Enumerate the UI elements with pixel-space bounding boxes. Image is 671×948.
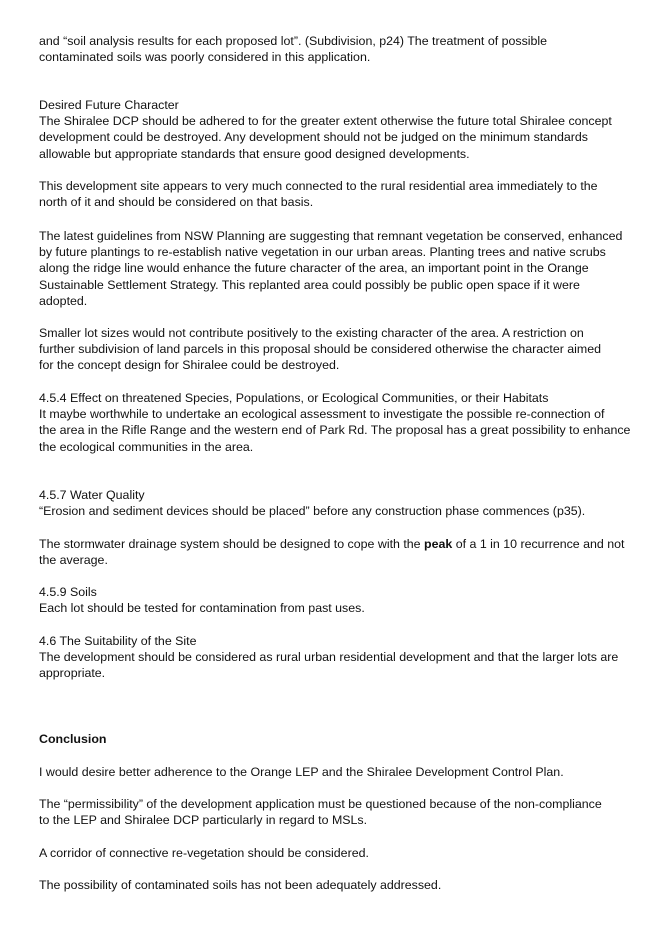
text-line: the ecological communities in the area. [39,439,254,454]
text-line: “Erosion and sediment devices should be placed” before any construction phase commences (p35). [39,504,586,519]
text-line: Each lot should be tested for contamination from past uses. [39,601,365,616]
conclusion-paragraph [39,845,639,861]
text-line: appropriate. [39,666,106,681]
text-line: along the ridge line would enhance the future character of the area, an important point in the Orange [39,261,589,276]
conclusion-paragraph [39,764,639,780]
section-heading: 4.5.9 Soils [39,585,97,599]
section-heading: 4.5.4 Effect on threatened Species, Populations, or Ecological Communities, or their Habitats [39,391,549,405]
stormwater-paragraph [39,536,639,568]
text-line: for the concept design for Shiralee could be destroyed. [39,358,340,373]
section-46 [39,633,639,682]
conclusion-paragraph [39,796,639,828]
text-line: This development site appears to very much connected to the rural residential area immediately to the [39,179,598,193]
text-line: adopted. [39,293,88,308]
text-line: Sustainable Settlement Strategy. This replanted area could possibly be public open space if it were [39,277,580,292]
conclusion-paragraph [39,877,639,893]
intro-paragraph [39,33,639,65]
text-line: The possibility of contaminated soils has not been adequately addressed. [39,878,442,892]
section-457 [39,487,639,519]
text-line: The Shiralee DCP should be adhered to for the greater extent otherwise the future total Shiralee concept [39,114,612,129]
text-line: and “soil analysis results for each proposed lot”. (Subdivision, p24) The treatment of possible [39,34,548,48]
text-line: The latest guidelines from NSW Planning are suggesting that remnant vegetation be conserved, enhanced [39,229,623,243]
text-line: north of it and should be considered on that basis. [39,195,314,210]
text-line: Smaller lot sizes would not contribute positively to the existing character of the area. A restriction on [39,326,584,340]
text-line: to the LEP and Shiralee DCP particularly in regard to MSLs. [39,813,368,828]
section-heading: 4.6 The Suitability of the Site [39,634,197,648]
text-line: The development should be considered as rural urban residential development and that the larger lots are [39,650,619,665]
paragraph [39,178,639,210]
conclusion-heading-text: Conclusion [39,732,107,746]
emphasis-peak: peak [424,537,453,551]
section-heading: Desired Future Character [39,98,179,112]
text-line: I would desire better adherence to the Orange LEP and the Shiralee Development Control Plan. [39,765,564,779]
text-line: contaminated soils was poorly considered in this application. [39,50,371,65]
section-459 [39,584,639,616]
text-line: further subdivision of land parcels in this proposal should be considered otherwise the character aimed [39,342,602,357]
text-line: development could be destroyed. Any development should not be judged on the minimum standards [39,130,588,145]
desired-future-character-section [39,97,639,162]
text-run: of a 1 in 10 recurrence and not [452,537,625,551]
conclusion-heading [39,731,639,747]
paragraph [39,228,639,309]
section-454 [39,390,639,455]
text-line: the average. [39,553,108,568]
text-line: It maybe worthwhile to undertake an ecological assessment to investigate the possible re-connection of [39,407,605,422]
text-line: The “permissibility” of the development application must be questioned because of the non-compliance [39,797,602,811]
text-line [39,536,639,552]
text-line: A corridor of connective re-vegetation should be considered. [39,846,369,860]
text-run: The stormwater drainage system should be designed to cope with the [39,537,425,551]
paragraph [39,325,639,374]
text-line: the area in the Rifle Range and the western end of Park Rd. The proposal has a great possibility to enhance [39,423,631,438]
text-line: by future plantings to re-establish native vegetation in our urban areas. Planting trees and native scrubs [39,245,606,260]
section-heading: 4.5.7 Water Quality [39,488,145,502]
text-line: allowable but appropriate standards that ensure good designed developments. [39,146,470,161]
